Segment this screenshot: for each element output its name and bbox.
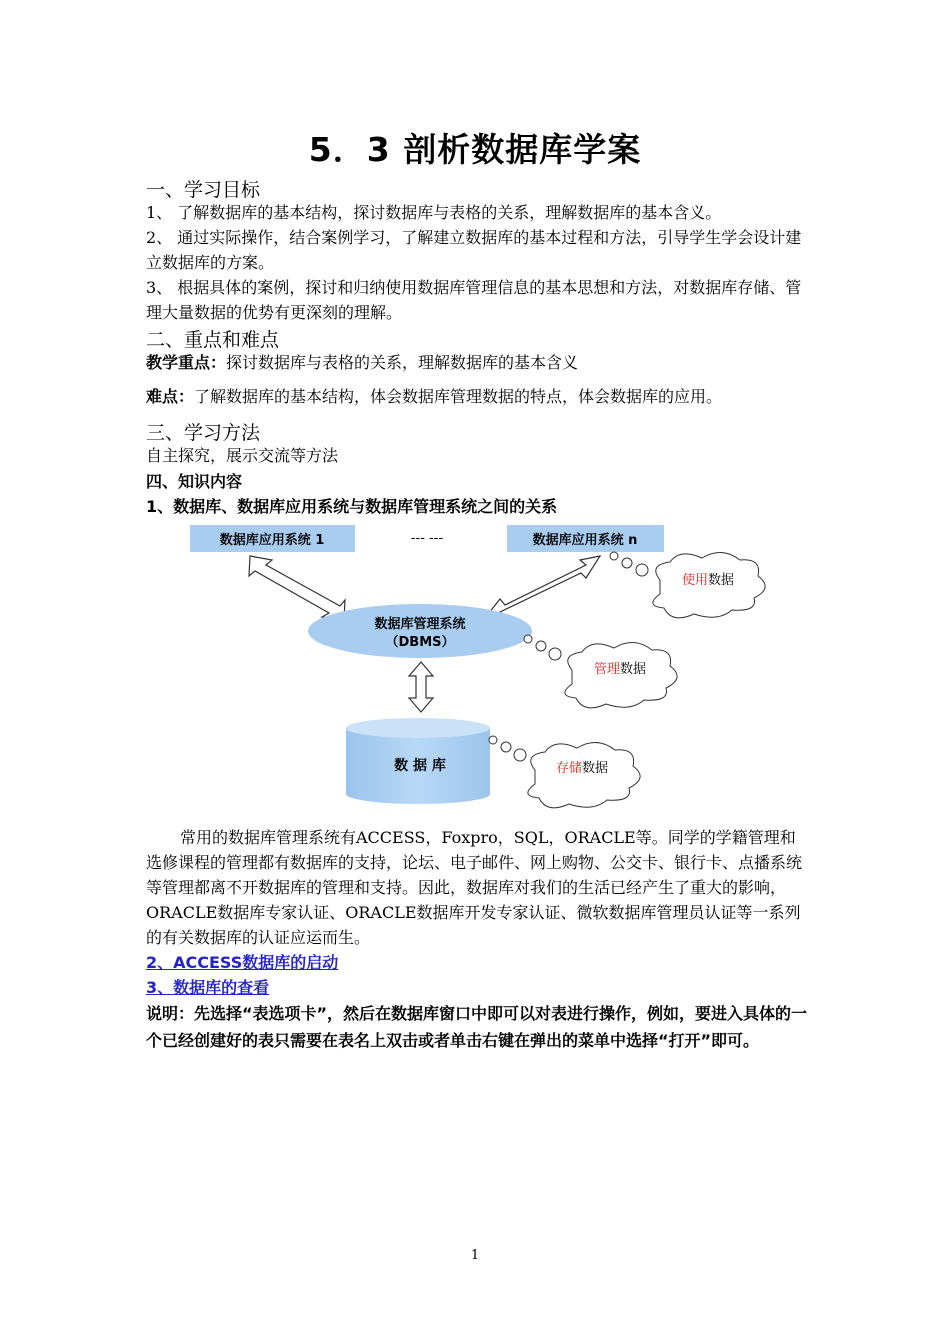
method-text: 自主探究，展示交流等方法 [146,446,339,465]
key-point-text: 探讨数据库与表格的关系，理解数据库的基本含义 [226,353,579,372]
cloud-use-data [610,552,765,618]
section-heading-key-points: 二、重点和难点 [146,329,280,351]
cloud-store-data [489,736,640,808]
section-heading-goals: 一、学习目标 [146,179,261,201]
difficulty-line [146,384,808,409]
app-system-1-label: 数据库应用系统 1 [219,533,325,548]
arrow-appn-dbms [485,556,600,618]
arrow-dbms-db [409,662,433,712]
dbms-label-line1: 数据库管理系统 [374,617,466,632]
note-paragraph: 说明：先选择“表选项卡”，然后在数据库窗口中即可以对表进行操作，例如，要进入具体的一个已经创建好的表只需要在表名上双击或者单击右键在弹出的菜单中选择“打开”即可。 [146,1004,808,1050]
section-heading-content: 四、知识内容 [146,472,243,491]
subsection-heading-relation: 1、数据库、数据库应用系统与数据库管理系统之间的关系 [146,497,558,516]
section-heading-method: 三、学习方法 [146,422,261,444]
ellipsis-dots: --- --- [410,531,444,546]
dbms-ellipse [308,604,532,658]
link-access-startup[interactable]: 2、ACCESS数据库的启动 [146,953,339,972]
cloud-store-text: 存储数据 [555,761,609,776]
dbms-label-line2: （DBMS） [385,635,455,650]
difficulty-label: 难点： [146,387,195,406]
dbms-paragraph: 常用的数据库管理系统有ACCESS，Foxpro，SQL，ORACLE等。同学的学籍管理和选修课程的管理都有数据库的支持，论坛、电子邮件、网上购物、公交卡、银行卡、点播系统等管理都离不开数据库的管理和支持。因此，数据库对我们的生活已经产生了重大的影响，ORACLE数据库专家认证、ORACLE数据库开发专家认证、微软数据库管理员认证等一系列的有关数据库的认证应运而生。 [146,828,803,947]
database-label: 数 据 库 [394,758,446,774]
page-number: 1 [470,1248,480,1263]
cloud-manage-data [524,635,677,708]
goal-item-2: 2、 通过实际操作，结合案例学习，了解建立数据库的基本过程和方法，引导学生学会设计建立数据库的方案。 [146,228,802,272]
app-system-n-label: 数据库应用系统 n [532,533,638,548]
app-system-n-box [507,525,664,552]
app-system-1-box [190,525,355,552]
difficulty-text: 了解数据库的基本结构，体会数据库管理数据的特点，体会数据库的应用。 [194,387,723,406]
database-cylinder [346,718,490,804]
key-point-label: 教学重点： [146,353,227,372]
goal-item-3: 3、 根据具体的案例，探讨和归纳使用数据库管理信息的基本思想和方法，对数据库存储、管理大量数据的优势有更深刻的理解。 [146,278,802,322]
link-database-view[interactable]: 3、数据库的查看 [146,978,270,997]
key-point-line [146,350,808,375]
page-title: 5．3 剖析数据库学案 [308,130,642,169]
cloud-manage-text: 管理数据 [593,662,647,677]
dbms-diagram [180,518,800,813]
arrow-app1-dbms [249,556,345,620]
cloud-use-text: 使用数据 [681,573,735,588]
goal-item-1: 1、 了解数据库的基本结构，探讨数据库与表格的关系，理解数据库的基本含义。 [146,203,722,222]
